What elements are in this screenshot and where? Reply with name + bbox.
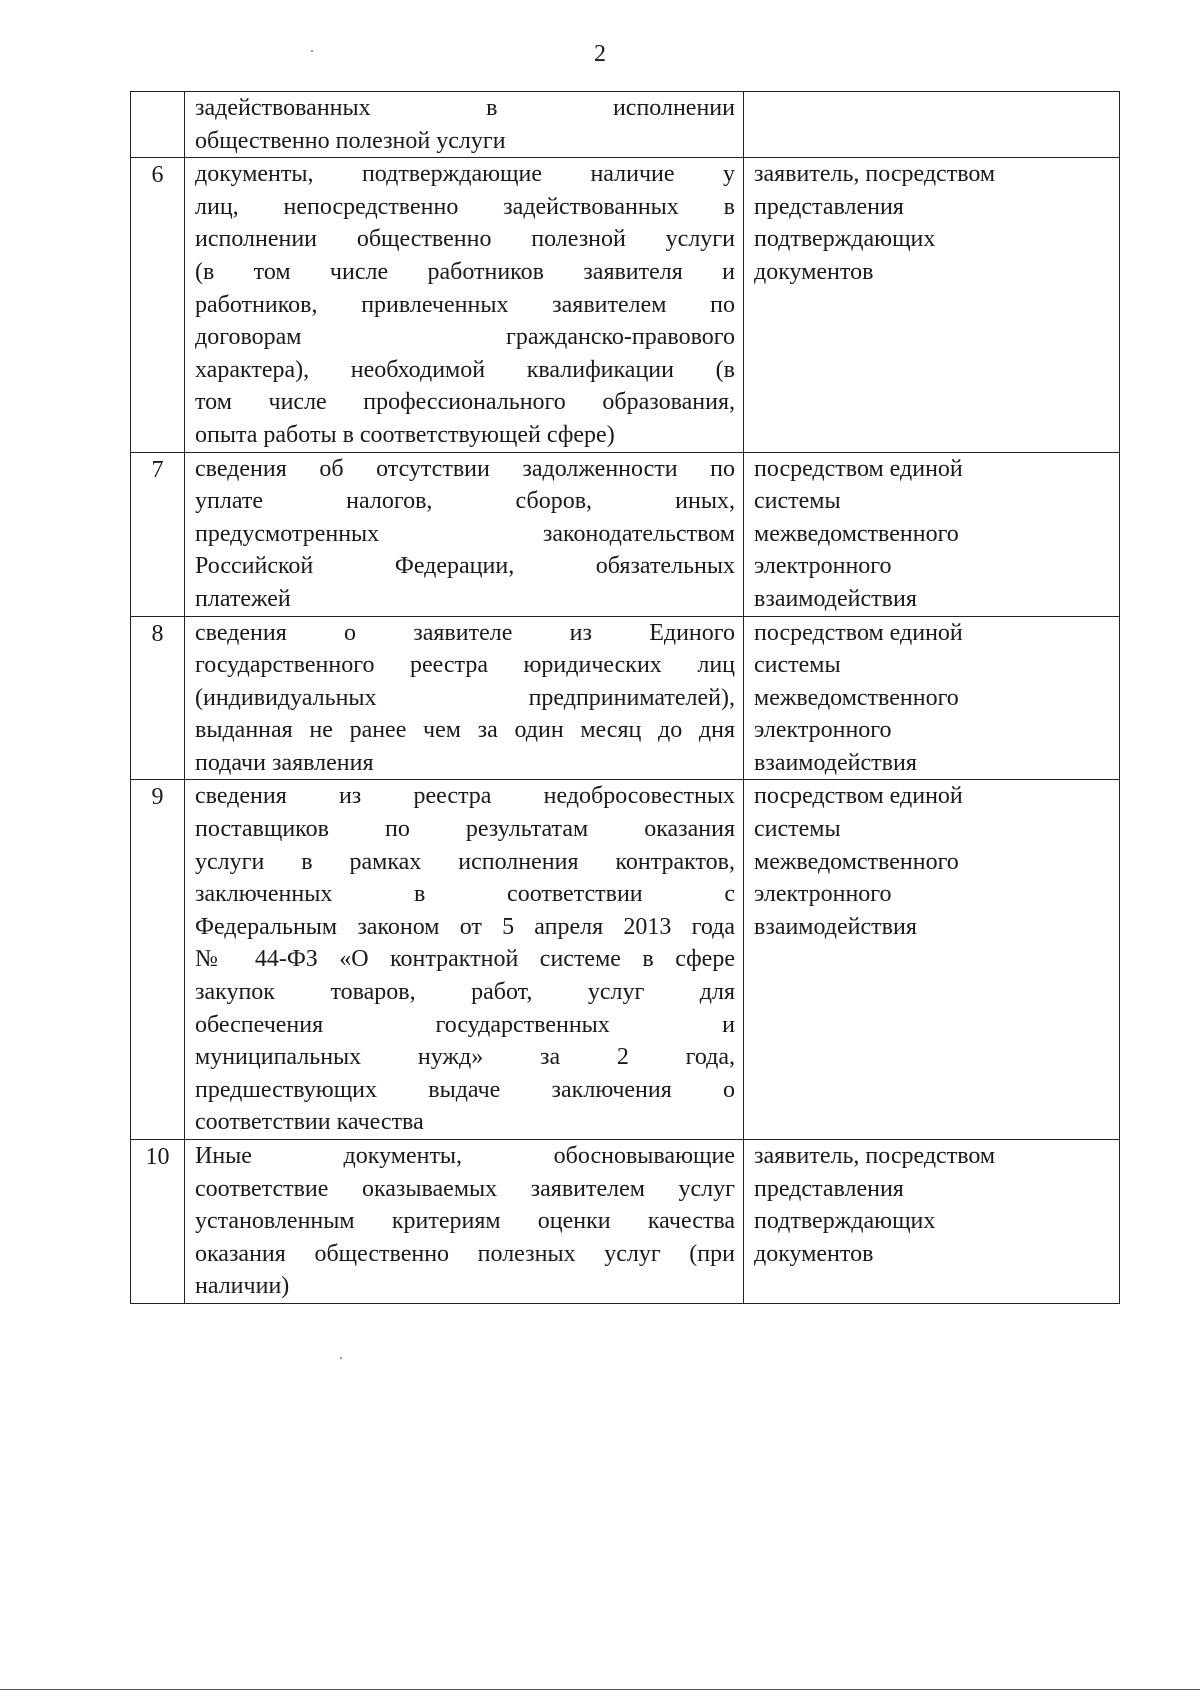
document-source-line: системы [754,488,841,515]
document-description-cell [185,92,744,158]
document-description-line: сведения из реестра недобросовестных [195,783,735,810]
document-source-line: межведомственного [754,520,959,547]
document-source-cell [744,616,1120,780]
bottom-rule [0,1689,1200,1690]
document-description-line: Иные документы, обосновывающие [195,1143,735,1169]
documents-table-body [131,92,1120,1304]
document-source-line: взаимодействия [754,749,917,776]
document-description-line: муниципальных нужд» за 2 года, [195,1044,735,1071]
document-source-line: документов [754,258,874,285]
table-row [131,616,1120,780]
row-number: 9 [131,780,185,1140]
document-source-cell [744,92,1120,158]
documents-table [130,91,1120,1304]
document-source-line: взаимодействия [754,585,917,612]
document-source-line: электронного [754,881,892,908]
document-source-cell [744,452,1120,616]
document-source-line: заявитель, посредством [754,161,996,188]
page-number: 2 [594,41,606,67]
table-row [131,158,1120,452]
document-description-line: оказания общественно полезных услуг (при [195,1240,735,1267]
document-description-line: Российской Федерации, обязательных [195,553,735,580]
table-row [131,92,1120,158]
table-row [131,1140,1120,1304]
document-source-line: системы [754,652,841,679]
document-description-line: обеспечения государственных и [195,1011,735,1038]
document-description-cell [185,452,744,616]
document-source-line: системы [754,816,841,843]
document-description-cell [185,1140,744,1304]
document-description-line: выданная не ранее чем за один месяц до дня [195,717,735,744]
document-description-line: общественно полезной услуги [195,127,506,154]
document-description-line: лиц, непосредственно задействованных в [195,193,735,220]
document-description-line: сведения об отсутствии задолженности по [195,455,735,482]
document-description-line: предшествующих выдаче заключения о [195,1076,735,1103]
row-number: 7 [131,452,185,616]
document-description-line: опыта работы в соответствующей сфере) [195,421,615,448]
document-description-line: уплате налогов, сборов, иных, [195,488,735,515]
row-number: 8 [131,616,185,780]
document-description-line: том числе профессионального образования, [195,389,735,416]
document-source-line: межведомственного [754,684,959,711]
row-number: 6 [131,158,185,452]
document-description-line: поставщиков по результатам оказания [195,816,735,843]
scan-speck [340,1357,342,1359]
document-description-line: характера), необходимой квалификации (в [195,356,735,383]
document-description-line: договорам гражданско-правового [195,324,735,351]
table-row [131,780,1120,1140]
document-description-line: соответствии качества [195,1109,424,1136]
document-source-line: посредством единой [754,455,963,482]
document-description-line: установленным критериям оценки качества [195,1208,735,1235]
document-description-line: предусмотренных законодательством [195,520,735,547]
document-description-line: Федеральным законом от 5 апреля 2013 года [195,913,735,940]
document-description-line: задействованных в исполнении [195,95,735,121]
document-description-line: наличии) [195,1273,290,1300]
document-source-cell [744,780,1120,1140]
document-source-cell [744,158,1120,452]
document-description-cell [185,616,744,780]
document-description-line: услуги в рамках исполнения контрактов, [195,848,735,875]
document-source-line: посредством единой [754,783,963,810]
document-description-line: исполнении общественно полезной услуги [195,226,735,253]
row-number: 10 [131,1140,185,1304]
document-description-cell [185,780,744,1140]
document-source-line: электронного [754,717,892,744]
document-source-line: представления [754,193,904,220]
document-source-line: подтверждающих [754,226,936,253]
scan-speck [311,50,313,52]
document-description-line: платежей [195,585,291,612]
document-source-line: документов [754,1240,874,1267]
document-description-line: (в том числе работников заявителя и [195,258,735,285]
document-description-line: соответствие оказываемых заявителем услуг [195,1175,735,1202]
document-description-cell [185,158,744,452]
table-row [131,452,1120,616]
document-description-line: государственного реестра юридических лиц [195,652,735,679]
document-description-line: документы, подтверждающие наличие у [195,161,735,188]
document-description-line: сведения о заявителе из Единого [195,619,735,646]
document-description-line: закупок товаров, работ, услуг для [195,979,735,1006]
document-source-line: представления [754,1175,904,1202]
document-source-line: электронного [754,553,892,580]
document-source-line: посредством единой [754,619,963,646]
document-description-line: подачи заявления [195,749,374,776]
document-source-line: подтверждающих [754,1208,936,1235]
row-number [131,92,185,158]
document-description-line: (индивидуальных предпринимателей), [195,684,735,711]
document-description-line: работников, привлеченных заявителем по [195,291,735,318]
document-source-line: заявитель, посредством [754,1143,996,1169]
document-source-line: взаимодействия [754,913,917,940]
document-source-line: межведомственного [754,848,959,875]
document-description-line: № 44-ФЗ «О контрактной системе в сфере [195,946,735,973]
document-source-cell [744,1140,1120,1304]
document-description-line: заключенных в соответствии с [195,881,735,908]
